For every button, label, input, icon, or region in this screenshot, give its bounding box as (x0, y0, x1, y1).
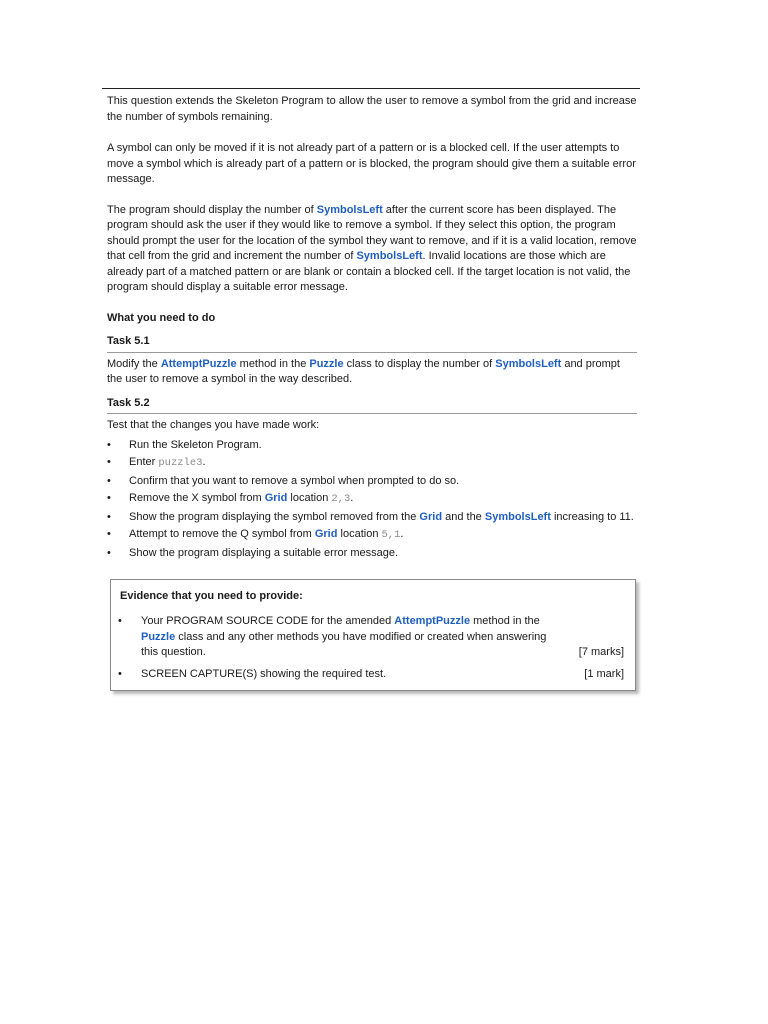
question-content (107, 94, 637, 563)
bullet-icon: • (118, 668, 122, 680)
evidence-item-text: SCREEN CAPTURE(S) showing the required test. (141, 668, 387, 680)
text-run: method in the (470, 615, 540, 627)
step-text: . (400, 528, 404, 541)
step-text: Confirm that you want to remove a symbol when prompted to do so. (129, 474, 460, 487)
step-text: and the (442, 510, 485, 523)
evidence-item-text (141, 614, 561, 661)
keyword-puzzle: Puzzle (141, 630, 176, 643)
list-item (107, 509, 637, 527)
bullet-icon: • (107, 456, 111, 469)
step-text: increasing to 11. (550, 510, 634, 523)
intro-paragraph-3 (107, 203, 637, 296)
step-text: Show the program displaying a suitable error message. (129, 547, 399, 560)
list-item (107, 454, 637, 473)
keyword-symbolsleft: SymbolsLeft (316, 203, 383, 216)
text-run: Modify the (107, 357, 161, 370)
code-location: 5,1 (381, 529, 401, 542)
bullet-icon: • (107, 492, 111, 505)
text-run: class to display the number of (343, 357, 496, 370)
text-run: Your PROGRAM SOURCE CODE for the amended (141, 615, 395, 627)
task-5-2-intro: Test that the changes you have made work: (107, 419, 320, 431)
step-text: location (287, 492, 332, 505)
bullet-icon: • (107, 547, 111, 560)
bullet-icon: • (107, 474, 111, 487)
bullet-icon: • (107, 528, 111, 541)
list-item (107, 490, 637, 509)
step-text: Run the Skeleton Program. (129, 438, 262, 451)
step-text: location (337, 528, 382, 541)
code-location: 2,3 (331, 493, 351, 506)
keyword-grid: Grid (419, 510, 443, 523)
list-item (107, 526, 637, 545)
keyword-symbolsleft: SymbolsLeft (356, 250, 423, 262)
evidence-box (110, 579, 636, 691)
text-run: and prompt the user to remove a symbol in the way described. (107, 357, 620, 385)
keyword-grid: Grid (264, 492, 288, 505)
step-text: . (202, 456, 206, 469)
step-text: Show the program displaying the symbol removed from the (129, 510, 420, 523)
step-text: Remove the X symbol from (129, 492, 265, 505)
intro-paragraph-1: This question extends the Skeleton Program to allow the user to remove a symbol from the grid and increase the number of symbols remaining. (107, 95, 637, 123)
text-run: The program should display the number of (107, 203, 317, 216)
list-item (107, 545, 637, 563)
keyword-symbolsleft: SymbolsLeft (484, 510, 551, 523)
top-rule (102, 88, 640, 89)
marks-label: [7 marks] (578, 646, 624, 658)
what-you-need-heading: What you need to do (107, 311, 216, 324)
test-steps-list (107, 437, 637, 563)
code-puzzle3: puzzle3 (158, 457, 203, 470)
keyword-symbolsleft: SymbolsLeft (495, 357, 562, 370)
intro-paragraph-2: A symbol can only be moved if it is not already part of a pattern or is a blocked cell. If the user attempts to move a symbol which is already part of a pattern or is blocked, the program should give them a suitable error message. (107, 142, 636, 185)
evidence-item-source-code (118, 614, 624, 662)
step-text: Enter (129, 456, 159, 469)
text-run: . Invalid locations are those which are already part of a matched pattern or are blank or contain a blocked cell. If the target location is not valid, the program should display a suitable error message. (107, 250, 631, 293)
keyword-puzzle: Puzzle (309, 357, 344, 370)
bullet-icon: • (107, 510, 111, 523)
keyword-grid: Grid (314, 528, 338, 541)
task-5-2-heading: Task 5.2 (107, 396, 637, 415)
text-run: after the current score has been displayed. The program should ask the user if they would like to remove a symbol. If they select this option, the program should prompt the user for the location of the symbol they want to remove, and if it is a valid location, remove that cell from the grid and increment the number of (107, 203, 637, 262)
task-5-1-heading: Task 5.1 (107, 334, 637, 353)
keyword-attemptpuzzle: AttemptPuzzle (160, 357, 237, 370)
list-item (107, 437, 637, 455)
text-run: class and any other methods you have modified or created when answering this question. (141, 630, 547, 658)
list-item (107, 473, 637, 491)
bullet-icon: • (118, 615, 122, 627)
text-run: method in the (236, 357, 310, 370)
keyword-attemptpuzzle: AttemptPuzzle (394, 615, 471, 627)
step-text: Attempt to remove the Q symbol from (129, 528, 315, 541)
evidence-title: Evidence that you need to provide: (120, 590, 303, 602)
evidence-item-screen-capture (118, 667, 624, 683)
step-text: . (350, 492, 354, 505)
task-5-1-body (107, 357, 637, 388)
marks-label: [1 mark] (584, 668, 624, 680)
bullet-icon: • (107, 438, 111, 451)
